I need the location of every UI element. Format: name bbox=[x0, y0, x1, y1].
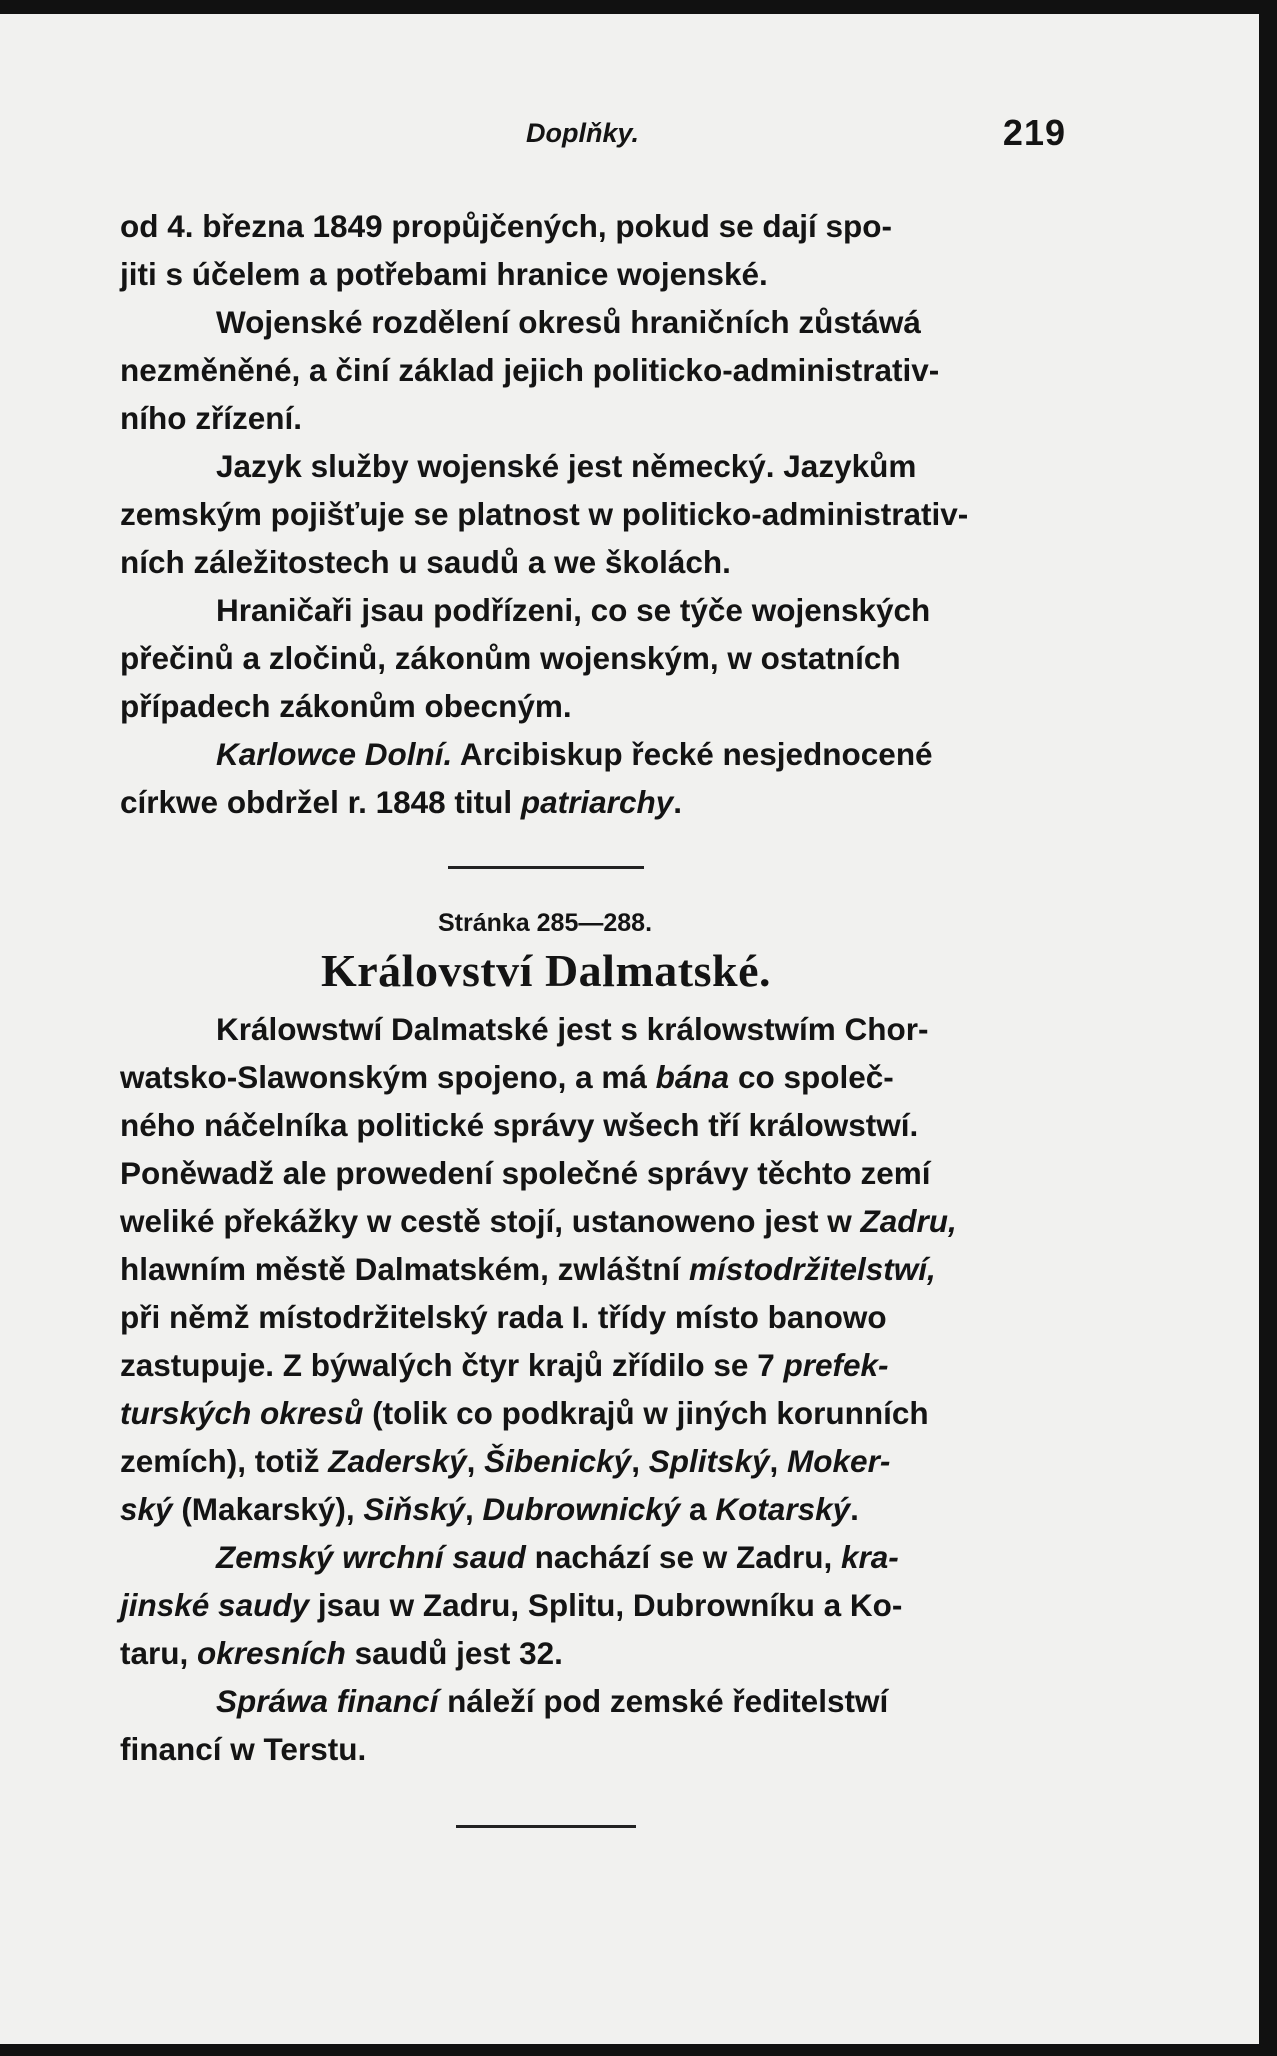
text-span: Arcibiskup řecké nesjednocené bbox=[452, 736, 933, 772]
text-line: Wojenské rozdělení okresů hraničních zůstáwá bbox=[216, 304, 921, 340]
text-span: při němž místodržitelský rada I. třídy místo banowo bbox=[120, 1299, 887, 1335]
text-span: nachází se w Zadru, bbox=[525, 1539, 841, 1575]
paragraph-dalmatia bbox=[120, 1005, 1070, 1533]
paragraph-karlowce bbox=[120, 730, 1070, 826]
emphasis: patriarchy bbox=[520, 784, 674, 820]
text-span: náleží pod zemské ředitelstwí bbox=[438, 1683, 889, 1719]
text-span: a bbox=[680, 1491, 716, 1527]
paragraph-courts bbox=[120, 1533, 1070, 1677]
text-line: jiti s účelem a potřebami hranice wojenské. bbox=[120, 256, 768, 292]
page-number: 219 bbox=[1002, 112, 1066, 153]
end-divider bbox=[456, 1825, 636, 1828]
text-span: jsau w Zadru, Splitu, Dubrowníku a Ko- bbox=[309, 1587, 903, 1623]
text-span: hlawním městě Dalmatském, zwláštní bbox=[120, 1251, 689, 1287]
text-span: zastupuje. Z býwalých čtyr krajů zřídilo se 7 bbox=[120, 1347, 784, 1383]
text-line: nezměněné, a činí základ jejich politicko-administrativ- bbox=[120, 352, 940, 388]
text-span: zemích), totiž bbox=[120, 1443, 329, 1479]
text-line: Hraničaři jsau podřízeni, co se týče wojenských bbox=[216, 592, 931, 628]
text-line: ních záležitostech u saudů a we školách. bbox=[120, 544, 731, 580]
text-line: ního zřízení. bbox=[120, 400, 303, 436]
text-line: od 4. března 1849 propůjčených, pokud se dají spo- bbox=[120, 208, 892, 244]
emphasis: ský bbox=[120, 1491, 173, 1527]
text-span: financí w Terstu. bbox=[120, 1731, 367, 1767]
page-reference: Stránka 285—288. bbox=[437, 909, 653, 937]
section-title: Království Dalmatské. bbox=[320, 945, 771, 996]
emphasis: kra- bbox=[840, 1539, 899, 1575]
emphasis: bána bbox=[655, 1059, 730, 1095]
section-divider bbox=[448, 866, 644, 869]
text-span: , bbox=[466, 1443, 485, 1479]
running-head: Doplňky. bbox=[526, 118, 640, 148]
text-line: zemským pojišťuje se platnost w politicko-administrativ- bbox=[120, 496, 969, 532]
page-content bbox=[120, 100, 1070, 1828]
text-span: , bbox=[464, 1491, 483, 1527]
text-span: (tolik co podkrajů w jiných korunních bbox=[363, 1395, 929, 1431]
emphasis: Splitský bbox=[648, 1443, 770, 1479]
emphasis: Zemský wrchní saud bbox=[216, 1539, 526, 1575]
emphasis: Kotarský bbox=[715, 1491, 851, 1527]
emphasis: turských okresů bbox=[120, 1395, 364, 1431]
emphasis: jinské saudy bbox=[120, 1587, 310, 1623]
text-span: co společ- bbox=[729, 1059, 894, 1095]
text-span: saudů jest 32. bbox=[345, 1635, 563, 1671]
emphasis: Siňský bbox=[363, 1491, 465, 1527]
emphasis: Zaderský bbox=[328, 1443, 467, 1479]
paragraph-finance bbox=[120, 1677, 1070, 1773]
emphasis: prefek- bbox=[783, 1347, 889, 1383]
paragraph-service-language bbox=[120, 442, 1070, 586]
text-line: případech zákonům obecným. bbox=[120, 688, 572, 724]
page-header bbox=[120, 100, 1070, 170]
paragraph-military-division bbox=[120, 298, 1070, 442]
emphasis: Dubrownický bbox=[482, 1491, 681, 1527]
continued-paragraph bbox=[120, 202, 1070, 298]
text-span: , bbox=[769, 1443, 788, 1479]
emphasis: Spráwa financí bbox=[216, 1683, 439, 1719]
text-span: watsko-Slawonským spojeno, a má bbox=[120, 1059, 656, 1095]
text-span: taru, bbox=[120, 1635, 198, 1671]
paragraph-border-guards bbox=[120, 586, 1070, 730]
emphasis: okresních bbox=[197, 1635, 346, 1671]
emphasis: Šibenický bbox=[484, 1443, 632, 1479]
text-span: . bbox=[673, 784, 682, 820]
text-span: Poněwadž ale prowedení společné správy těchto zemí bbox=[120, 1155, 931, 1191]
text-span: , bbox=[631, 1443, 649, 1479]
text-span: . bbox=[850, 1491, 859, 1527]
text-span: (Makarský), bbox=[172, 1491, 364, 1527]
place-name: Karlowce Dolní. bbox=[216, 736, 453, 772]
text-line: Jazyk služby wojenské jest německý. Jazykům bbox=[216, 448, 917, 484]
emphasis: Moker- bbox=[787, 1443, 891, 1479]
text-span: weliké překážky w cestě stojí, ustanoweno jest w bbox=[120, 1203, 861, 1239]
text-span: církwe obdržel r. 1848 titul bbox=[120, 784, 521, 820]
text-span: Králowstwí Dalmatské jest s králowstwím Chor- bbox=[216, 1011, 929, 1047]
text-span: ného náčelníka politické správy wšech tří králowstwí. bbox=[120, 1107, 919, 1143]
emphasis: Zadru, bbox=[860, 1203, 957, 1239]
emphasis: místodržitelstwí, bbox=[688, 1251, 936, 1287]
text-line: přečinů a zločinů, zákonům wojenským, w ostatních bbox=[120, 640, 901, 676]
